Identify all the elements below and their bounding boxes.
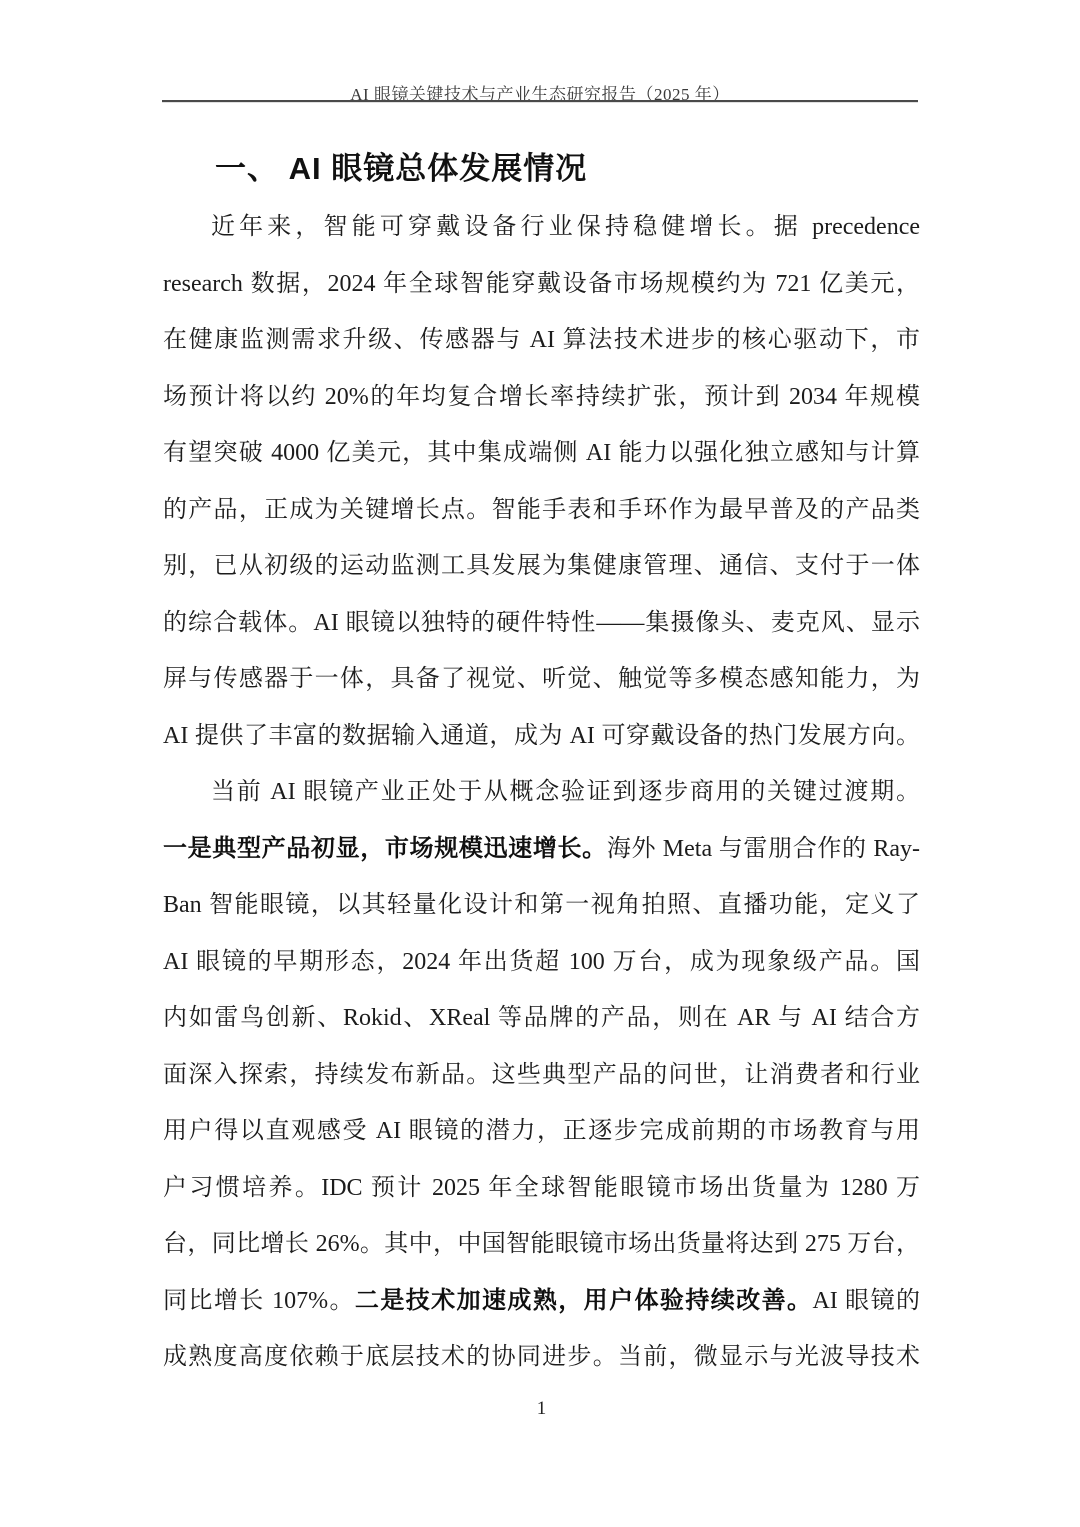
body-text: 近年来，智能可穿戴设备行业保持稳健增长。据 precedence bbox=[211, 214, 920, 240]
body-line bbox=[163, 1160, 920, 1217]
body-text: 内如雷鸟创新、Rokid、XReal 等品牌的产品，则在 AR 与 AI 结合方 bbox=[163, 1005, 920, 1031]
body-line bbox=[163, 1216, 920, 1273]
body-text: 在健康监测需求升级、传感器与 AI 算法技术进步的核心驱动下，市 bbox=[163, 327, 920, 353]
section-heading: 一、 AI 眼镜总体发展情况 bbox=[215, 151, 588, 186]
body-line bbox=[163, 538, 920, 595]
body-text: 当前 AI 眼镜产业正处于从概念验证到逐步商用的关键过渡期。 bbox=[211, 779, 920, 805]
body-line bbox=[163, 425, 920, 482]
body-text: 面深入探索，持续发布新品。这些典型产品的问世，让消费者和行业 bbox=[163, 1061, 920, 1088]
body-line bbox=[163, 256, 920, 313]
body-line bbox=[163, 821, 920, 878]
body-line bbox=[163, 1329, 920, 1386]
body-text: 用户得以直观感受 AI 眼镜的潜力，正逐步完成前期的市场教育与用 bbox=[163, 1118, 920, 1144]
body-line bbox=[163, 595, 920, 652]
body-text: 的综合载体。AI 眼镜以独特的硬件特性——集摄像头、麦克风、显示 bbox=[163, 609, 920, 636]
body-line bbox=[163, 369, 920, 426]
body-text: 海外 Meta 与雷朋合作的 Ray- bbox=[606, 835, 920, 862]
body-text: 屏与传感器于一体，具备了视觉、听觉、触觉等多模态感知能力，为 bbox=[163, 666, 920, 692]
body-line bbox=[163, 708, 920, 765]
page-number: 1 bbox=[536, 1398, 547, 1419]
emphasis-text: 一是典型产品初显，市场规模迅速增长。 bbox=[163, 834, 607, 862]
body-line bbox=[163, 312, 920, 369]
running-header-title: AI 眼镜关键技术与产业生态研究报告（2025 年） bbox=[350, 85, 730, 104]
body-text: 别，已从初级的运动监测工具发展为集健康管理、通信、支付于一体 bbox=[163, 553, 920, 579]
body-text: 户习惯培养。IDC 预计 2025 年全球智能眼镜市场出货量为 1280 万 bbox=[163, 1174, 920, 1201]
body-line bbox=[163, 1103, 920, 1160]
body-text: AI 提供了丰富的数据输入通道，成为 AI 可穿戴设备的热门发展方向。 bbox=[163, 722, 920, 749]
body-line bbox=[163, 1273, 920, 1330]
body-text: 有望突破 4000 亿美元，其中集成端侧 AI 能力以强化独立感知与计算 bbox=[163, 440, 920, 466]
body-text: research 数据，2024 年全球智能穿戴设备市场规模约为 721 亿美元， bbox=[163, 270, 920, 297]
body-line bbox=[163, 877, 920, 934]
header-rule bbox=[162, 100, 918, 102]
body-line bbox=[163, 1047, 920, 1104]
body-text: 成熟度高度依赖于底层技术的协同进步。当前，微显示与光波导技术 bbox=[163, 1344, 920, 1370]
body-line bbox=[163, 199, 920, 256]
emphasis-text: 二是技术加速成熟，用户体验持续改善。 bbox=[354, 1286, 813, 1314]
body-line bbox=[163, 934, 920, 991]
body-text: 同比增长 107%。 bbox=[163, 1287, 355, 1314]
body-text: Ban 智能眼镜，以其轻量化设计和第一视角拍照、直播功能，定义了 bbox=[163, 892, 920, 918]
body-line bbox=[163, 764, 920, 821]
body-text: 场预计将以约 20%的年均复合增长率持续扩张，预计到 2034 年规模 bbox=[163, 383, 920, 410]
document-body bbox=[163, 199, 920, 1386]
body-text: 的产品，正成为关键增长点。智能手表和手环作为最早普及的产品类 bbox=[163, 496, 920, 523]
body-text: AI 眼镜的 bbox=[812, 1287, 920, 1314]
body-line bbox=[163, 990, 920, 1047]
body-line bbox=[163, 482, 920, 539]
body-line bbox=[163, 651, 920, 708]
body-text: 台，同比增长 26%。其中，中国智能眼镜市场出货量将达到 275 万台， bbox=[163, 1231, 920, 1257]
body-text: AI 眼镜的早期形态，2024 年出货超 100 万台，成为现象级产品。国 bbox=[163, 948, 920, 975]
